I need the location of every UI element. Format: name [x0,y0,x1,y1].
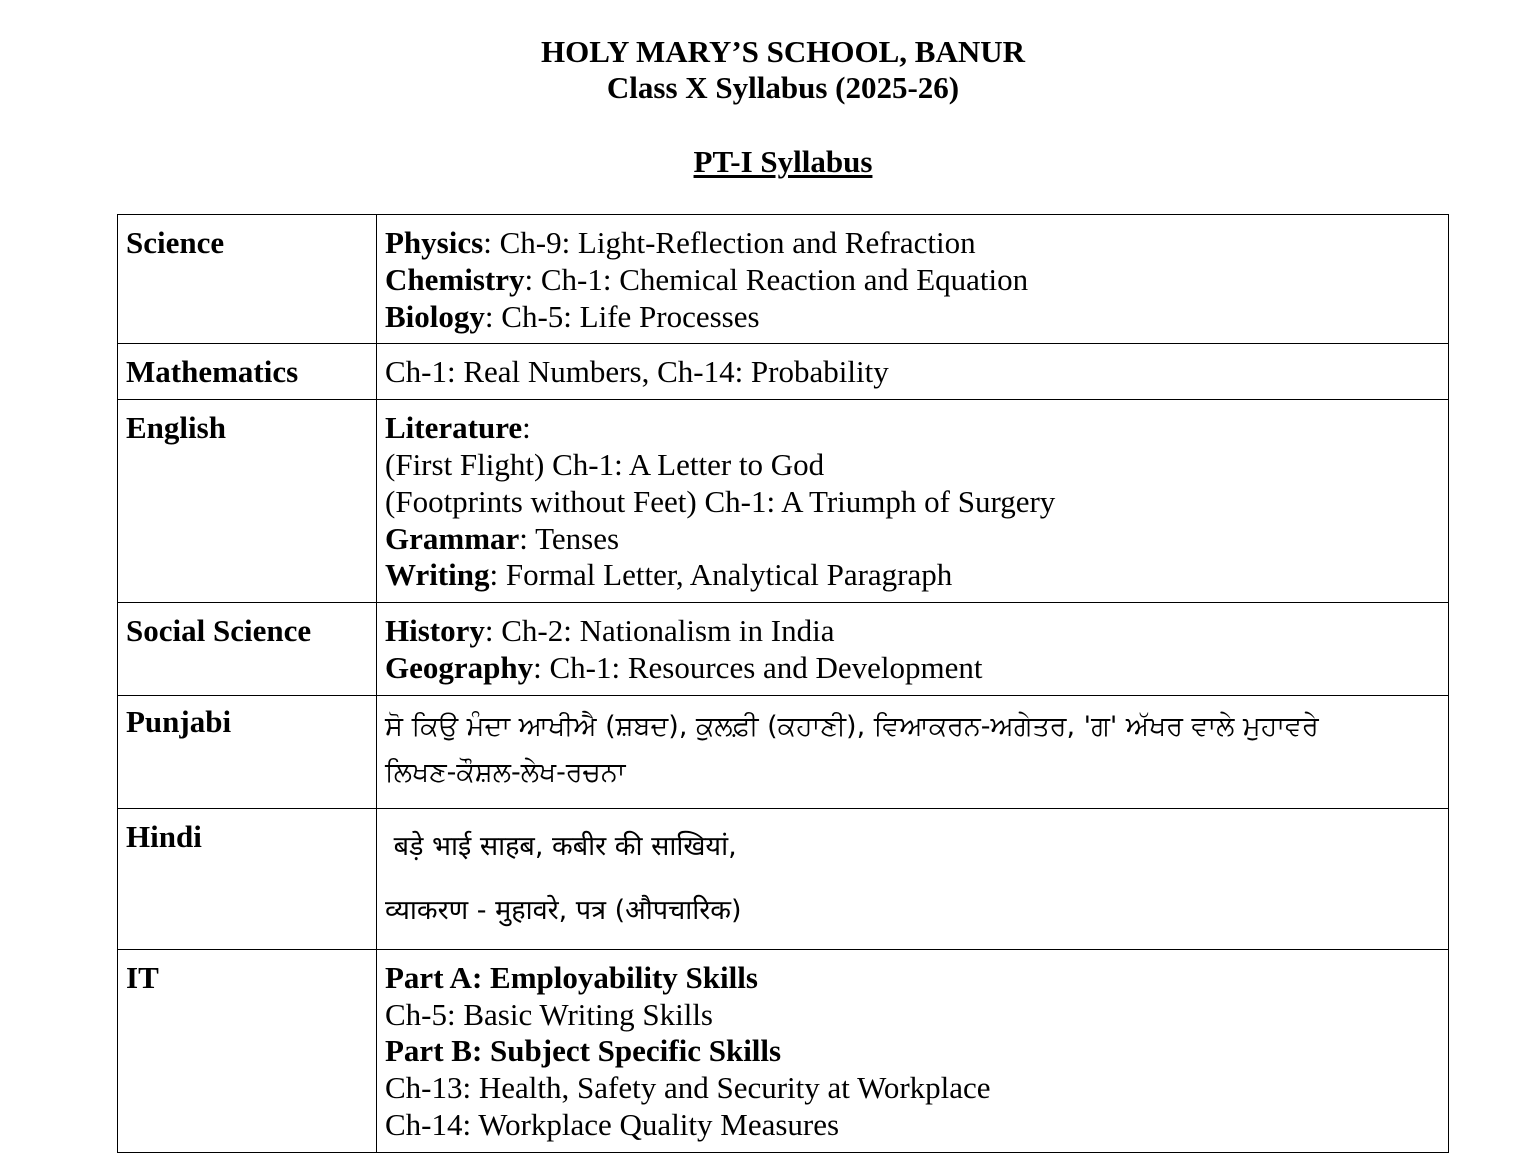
topic-label: Writing [385,557,490,593]
part-heading: Part B: Subject Specific Skills [385,1033,782,1069]
syllabus-table [117,214,1449,1153]
table-row-science [118,215,1449,344]
subject-cell: IT [118,949,377,1152]
topic-text: ਸੋ ਕਿਉ ਮੰਦਾ ਆਖੀਐ (ਸ਼ਬਦ), ਕੁਲਫ਼ੀ (ਕਹਾਣੀ), ਵਿਆਕਰਨ-ਅਗੇਤਰ, 'ਗ' ਅੱਖਰ ਵਾਲੇ ਮੁਹਾਵਰੇ [385,710,1319,742]
section-title: PT-I Syllabus [693,144,873,179]
subject-cell: Hindi [118,808,377,949]
table-row-punjabi [118,695,1449,808]
topic-text: Ch-9: Light-Reflection and Refraction [491,225,976,260]
subject-cell: English [118,400,377,603]
topic-line [385,650,1440,687]
topic-separator: : [524,261,534,297]
topic-text: ਲਿਖਣ-ਕੌਸ਼ਲ-ਲੇਖ-ਰਚਨਾ [385,756,626,788]
topic-line [385,613,1440,650]
topic-label: Grammar [385,520,520,556]
table-row-it [118,949,1449,1152]
topic-separator: : [522,410,531,446]
topic-text: Ch-2: Nationalism in India [493,613,835,649]
topic-line [385,262,1440,299]
topics-cell [377,808,1449,949]
topics-cell [377,215,1449,344]
topic-label: Literature [385,410,523,446]
topic-text: व्याकरण - मुहावरे, पत्र (औपचारिक) [385,894,742,926]
part-heading: Part A: Employability Skills [385,959,758,995]
topic-separator: : [484,613,494,649]
topic-separator: : [484,298,494,334]
topics-cell [377,949,1449,1152]
topic-text: Ch-13: Health, Safety and Security at Workplace [385,1070,991,1106]
document-header [0,34,1520,106]
topic-line [385,557,1440,594]
topic-text: Ch-1: Resources and Development [541,649,983,685]
table-row-social-science [118,603,1449,696]
subject-cell: Social Science [118,603,377,696]
subject-cell: Punjabi [118,695,377,808]
topics-cell [377,695,1449,808]
topics-cell [377,400,1449,603]
table-row-english [118,400,1449,603]
topic-separator: : [483,225,492,260]
table-row-mathematics [118,344,1449,400]
school-name: HOLY MARY’S SCHOOL, BANUR [540,34,1026,69]
topic-label: Chemistry [385,261,525,297]
topic-text: Ch-1: Chemical Reaction and Equation [533,261,1029,297]
topic-line [385,225,1440,262]
topic-separator: : [489,557,499,593]
topic-text: (First Flight) Ch-1: A Letter to God [385,446,825,482]
table-row-hindi [118,808,1449,949]
topic-text: Ch-14: Workplace Quality Measures [385,1106,840,1142]
topic-label: Physics [385,225,484,260]
topics-cell [377,603,1449,696]
topic-label: Biology [385,298,485,334]
topic-text: Ch-1: Real Numbers, Ch-14: Probability [385,354,889,390]
subject-cell: Science [118,215,377,344]
topic-label: History [385,613,485,649]
topic-text: (Footprints without Feet) Ch-1: A Triumph of Surgery [385,483,1056,519]
topic-line [385,299,1440,336]
topic-text: बड़े भाई साहब, कबीर की साखियां, [385,830,737,862]
topic-line [385,521,1440,558]
topic-text: Ch-5: Basic Writing Skills [385,996,713,1032]
topic-line [385,410,1440,447]
topic-label: Geography [385,649,534,685]
class-syllabus-title: Class X Syllabus (2025-26) [606,70,960,105]
topics-cell [377,344,1449,400]
topic-text: Ch-5: Life Processes [493,298,760,334]
topic-separator: : [519,520,528,556]
topic-text: Tenses [527,520,620,556]
topic-separator: : [533,649,542,685]
subject-cell: Mathematics [118,344,377,400]
topic-text: Formal Letter, Analytical Paragraph [498,557,953,593]
